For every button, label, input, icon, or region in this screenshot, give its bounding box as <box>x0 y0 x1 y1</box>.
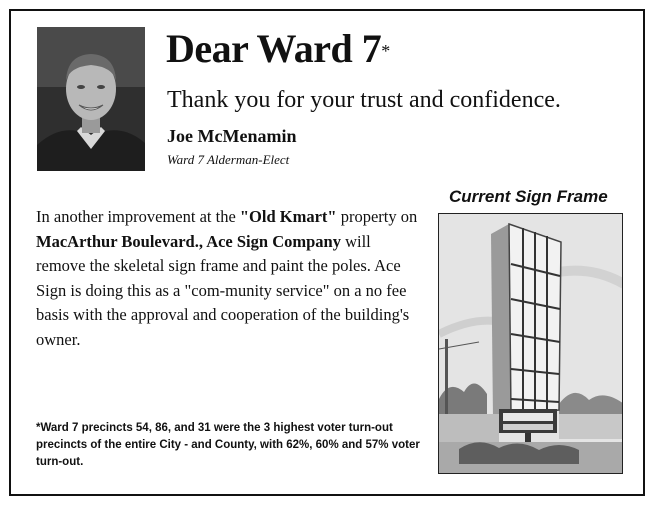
headline-asterisk: * <box>381 41 390 61</box>
candidate-role: Ward 7 Alderman-Elect <box>167 152 290 167</box>
portrait-photo <box>37 27 145 171</box>
body-bold-macarthur: MacArthur Boulevard., Ace Sign Company <box>36 231 341 251</box>
headline <box>166 26 390 72</box>
footnote: *Ward 7 precincts 54, 86, and 31 were the 3 highest voter turn-out precincts of the entire City - and County, with 62%, 60% and 57% voter turn-out. <box>36 422 420 468</box>
sign-frame-photo <box>438 213 623 474</box>
announcement-paragraph <box>36 205 418 352</box>
body-bold-kmart: "Old Kmart" <box>239 207 337 226</box>
subtitle: Thank you for your trust and confidence. <box>167 87 561 113</box>
body-part-1: In another improvement at the <box>36 207 240 226</box>
body-part-3: will remove the skeletal sign frame and paint the poles. Ace Sign is doing this as a "com-munity service" on a no fee basis with the approval and cooperation of the building's owner. <box>36 231 410 349</box>
headline-text: Dear Ward 7 <box>166 26 382 71</box>
body-part-2: property on <box>336 207 418 226</box>
candidate-name: Joe McMenamin <box>167 126 297 146</box>
sign-photo-caption: Current Sign Frame <box>449 187 608 206</box>
